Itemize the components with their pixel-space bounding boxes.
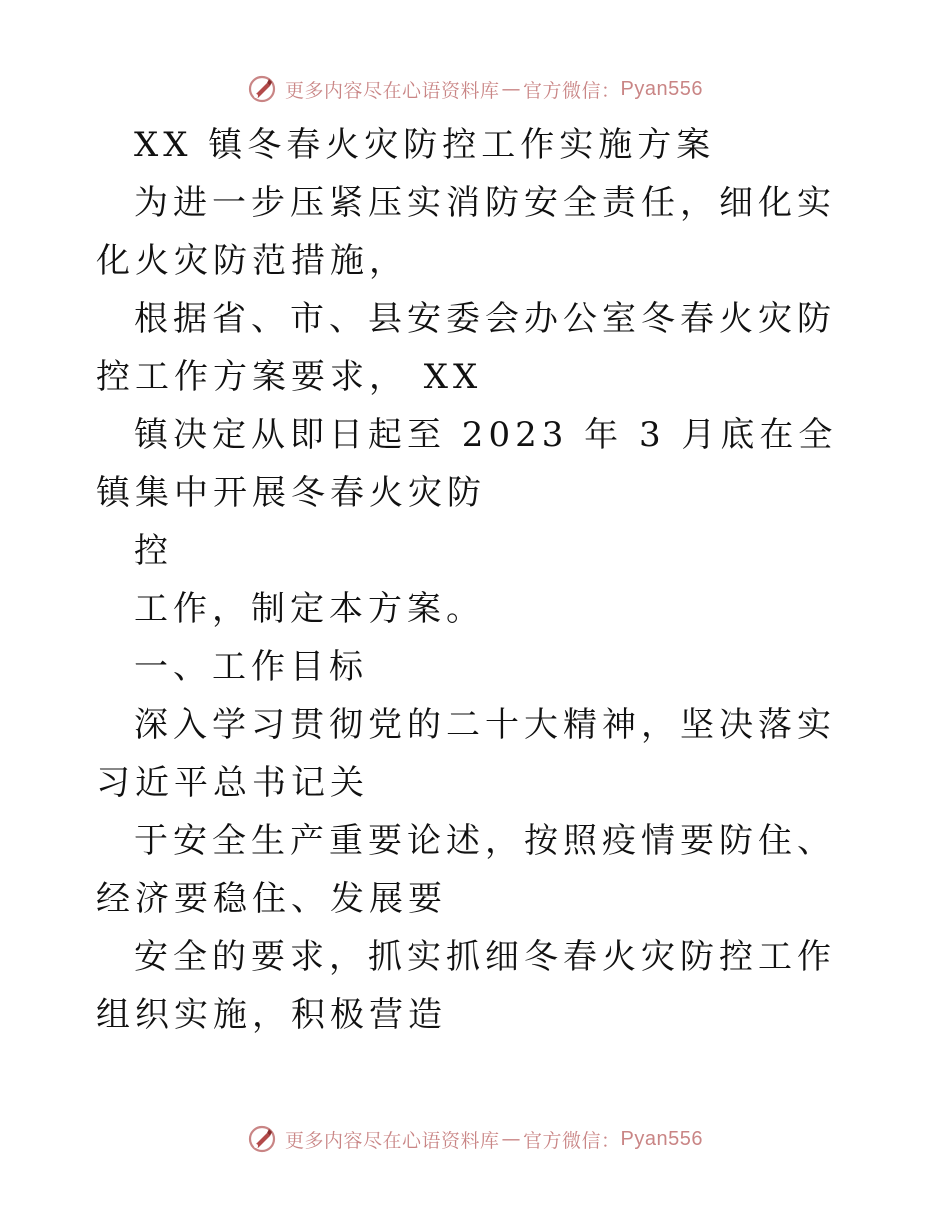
paragraph: 为进一步压紧压实消防安全责任，细化实化火灾防范措施， xyxy=(96,183,836,281)
paragraph: 工作，制定本方案。 xyxy=(134,589,485,629)
paragraph: 安全的要求，抓实抓细冬春火灾防控工作组织实施，积极营造 xyxy=(96,937,836,1035)
pen-seal-icon xyxy=(247,74,277,104)
watermark-wechat-id: Pyan556 xyxy=(620,1127,703,1150)
paragraph: 镇决定从即日起至 2023 年 3 月底在全镇集中开展冬春火灾防 xyxy=(96,415,838,513)
watermark-dash: — xyxy=(501,78,522,100)
watermark-wechat-label: 官方微信： xyxy=(523,79,621,102)
watermark-wechat-label: 官方微信： xyxy=(523,1129,621,1152)
watermark-header xyxy=(0,74,950,104)
document-body xyxy=(96,116,856,1044)
paragraph: 深入学习贯彻党的二十大精神，坚决落实习近平总书记关 xyxy=(96,705,836,803)
pen-seal-icon xyxy=(247,1124,277,1154)
watermark-brand: 更多内容尽在心语资料库 xyxy=(285,79,500,102)
watermark-wechat-id: Pyan556 xyxy=(620,77,703,100)
section-heading: 一、工作目标 xyxy=(134,647,368,687)
watermark-brand: 更多内容尽在心语资料库 xyxy=(285,1129,500,1152)
watermark-dash: — xyxy=(501,1128,522,1150)
paragraph: 于安全生产重要论述，按照疫情要防住、经济要稳住、发展要 xyxy=(96,821,836,919)
document-title: XX 镇冬春火灾防控工作实施方案 xyxy=(134,125,716,165)
watermark-footer xyxy=(0,1124,950,1154)
paragraph: 根据省、市、县安委会办公室冬春火灾防控工作方案要求， XX xyxy=(96,299,836,397)
paragraph: 控 xyxy=(134,531,173,571)
